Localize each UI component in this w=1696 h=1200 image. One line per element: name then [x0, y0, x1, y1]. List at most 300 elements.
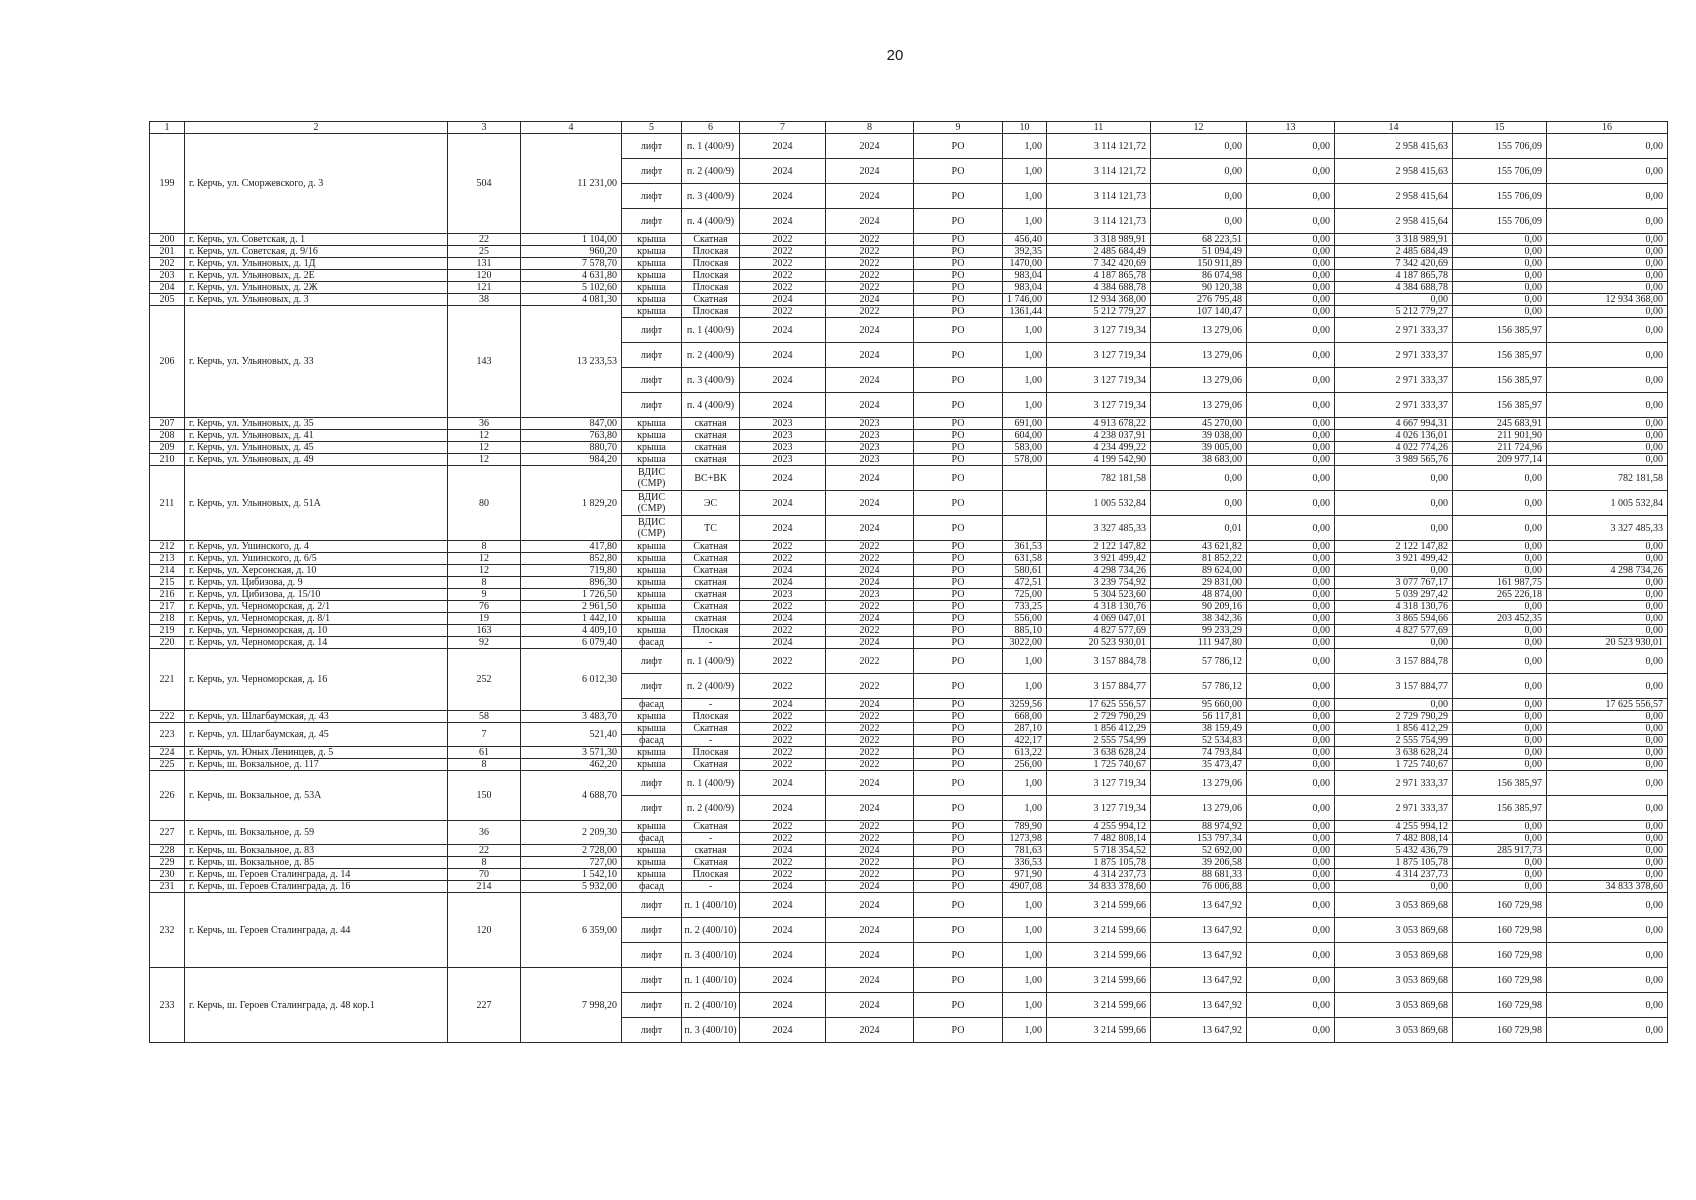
row-number: 230 — [150, 869, 185, 881]
cell-c8: 2023 — [826, 589, 914, 601]
cell-c9: РО — [914, 577, 1003, 589]
cell-c9: РО — [914, 674, 1003, 699]
cell-c8: 2024 — [826, 845, 914, 857]
cell-c5: крыша — [622, 869, 682, 881]
cell-c9: РО — [914, 943, 1003, 968]
cell-c16: 0,00 — [1547, 833, 1668, 845]
cell-c9: РО — [914, 1018, 1003, 1043]
cell-c16: 0,00 — [1547, 442, 1668, 454]
cell-c7: 2022 — [740, 246, 826, 258]
cell-c7: 2023 — [740, 418, 826, 430]
cell-c7: 2022 — [740, 306, 826, 318]
column-number: 11 — [1047, 122, 1151, 134]
cell-c14: 1 856 412,29 — [1335, 723, 1453, 735]
cell-c15: 0,00 — [1453, 821, 1547, 833]
cell-c10: 1,00 — [1003, 674, 1047, 699]
cell-c5: лифт — [622, 318, 682, 343]
cell-c16: 0,00 — [1547, 613, 1668, 625]
cell-c15: 155 706,09 — [1453, 159, 1547, 184]
cell-c13: 0,00 — [1247, 771, 1335, 796]
cell-c6: скатная — [682, 845, 740, 857]
area-cell: 6 079,40 — [521, 637, 622, 649]
cell-c11: 20 523 930,01 — [1047, 637, 1151, 649]
cell-c12: 51 094,49 — [1151, 246, 1247, 258]
cell-c6: - — [682, 881, 740, 893]
cell-c13: 0,00 — [1247, 711, 1335, 723]
cell-c5: крыша — [622, 282, 682, 294]
table-row — [150, 553, 1668, 565]
cell-c7: 2024 — [740, 466, 826, 491]
apartments-cell: 120 — [448, 893, 521, 968]
cell-c5: крыша — [622, 306, 682, 318]
cell-c8: 2024 — [826, 613, 914, 625]
area-cell: 763,80 — [521, 430, 622, 442]
cell-c16: 0,00 — [1547, 845, 1668, 857]
cell-c13: 0,00 — [1247, 735, 1335, 747]
cell-c9: РО — [914, 601, 1003, 613]
cell-c16: 17 625 556,57 — [1547, 699, 1668, 711]
apartments-cell: 12 — [448, 442, 521, 454]
cell-c5: крыша — [622, 430, 682, 442]
cell-c12: 56 117,81 — [1151, 711, 1247, 723]
cell-c15: 160 729,98 — [1453, 918, 1547, 943]
cell-c6: ТС — [682, 516, 740, 541]
area-cell: 1 829,20 — [521, 466, 622, 541]
cell-c5: крыша — [622, 270, 682, 282]
cell-c14: 3 921 499,42 — [1335, 553, 1453, 565]
area-cell: 2 961,50 — [521, 601, 622, 613]
area-cell: 1 726,50 — [521, 589, 622, 601]
cell-c13: 0,00 — [1247, 306, 1335, 318]
cell-c5: крыша — [622, 723, 682, 735]
row-number: 216 — [150, 589, 185, 601]
address-cell: г. Керчь, ул. Черноморская, д. 2/1 — [185, 601, 448, 613]
cell-c10: 1273,98 — [1003, 833, 1047, 845]
cell-c14: 2 971 333,37 — [1335, 771, 1453, 796]
cell-c16: 0,00 — [1547, 318, 1668, 343]
cell-c5: крыша — [622, 821, 682, 833]
cell-c6: - — [682, 735, 740, 747]
cell-c13: 0,00 — [1247, 821, 1335, 833]
cell-c15: 0,00 — [1453, 491, 1547, 516]
cell-c8: 2024 — [826, 134, 914, 159]
cell-c5: крыша — [622, 711, 682, 723]
cell-c11: 1 875 105,78 — [1047, 857, 1151, 869]
cell-c8: 2022 — [826, 553, 914, 565]
cell-c11: 12 934 368,00 — [1047, 294, 1151, 306]
cell-c8: 2022 — [826, 282, 914, 294]
cell-c14: 0,00 — [1335, 637, 1453, 649]
cell-c10: 287,10 — [1003, 723, 1047, 735]
register-body — [150, 122, 1668, 1043]
cell-c10: 578,00 — [1003, 454, 1047, 466]
cell-c13: 0,00 — [1247, 282, 1335, 294]
cell-c14: 2 555 754,99 — [1335, 735, 1453, 747]
cell-c8: 2022 — [826, 857, 914, 869]
cell-c5: крыша — [622, 442, 682, 454]
cell-c16: 0,00 — [1547, 393, 1668, 418]
cell-c14: 0,00 — [1335, 699, 1453, 711]
cell-c6: п. 3 (400/9) — [682, 368, 740, 393]
cell-c13: 0,00 — [1247, 601, 1335, 613]
cell-c7: 2024 — [740, 637, 826, 649]
table-row — [150, 613, 1668, 625]
cell-c13: 0,00 — [1247, 723, 1335, 735]
column-number: 2 — [185, 122, 448, 134]
cell-c12: 150 911,89 — [1151, 258, 1247, 270]
cell-c5: лифт — [622, 918, 682, 943]
cell-c6: Скатная — [682, 723, 740, 735]
cell-c16: 1 005 532,84 — [1547, 491, 1668, 516]
address-cell: г. Керчь, ул. Херсонская, д. 10 — [185, 565, 448, 577]
row-number: 214 — [150, 565, 185, 577]
cell-c12: 38 683,00 — [1151, 454, 1247, 466]
cell-c13: 0,00 — [1247, 393, 1335, 418]
cell-c16: 0,00 — [1547, 649, 1668, 674]
cell-c13: 0,00 — [1247, 881, 1335, 893]
cell-c8: 2022 — [826, 601, 914, 613]
cell-c16: 0,00 — [1547, 159, 1668, 184]
cell-c8: 2022 — [826, 270, 914, 282]
cell-c13: 0,00 — [1247, 368, 1335, 393]
cell-c9: РО — [914, 454, 1003, 466]
cell-c11: 4 314 237,73 — [1047, 869, 1151, 881]
cell-c5: ВДИС (СМР) — [622, 516, 682, 541]
table-row — [150, 649, 1668, 674]
cell-c10: 1,00 — [1003, 893, 1047, 918]
cell-c12: 0,00 — [1151, 184, 1247, 209]
cell-c13: 0,00 — [1247, 943, 1335, 968]
cell-c13: 0,00 — [1247, 993, 1335, 1018]
cell-c12: 13 279,06 — [1151, 318, 1247, 343]
cell-c10: 580,61 — [1003, 565, 1047, 577]
apartments-cell: 252 — [448, 649, 521, 711]
cell-c11: 3 921 499,42 — [1047, 553, 1151, 565]
cell-c14: 2 958 415,64 — [1335, 184, 1453, 209]
cell-c8: 2022 — [826, 735, 914, 747]
cell-c15: 0,00 — [1453, 747, 1547, 759]
cell-c7: 2024 — [740, 565, 826, 577]
cell-c15: 0,00 — [1453, 306, 1547, 318]
cell-c11: 3 127 719,34 — [1047, 393, 1151, 418]
cell-c12: 89 624,00 — [1151, 565, 1247, 577]
cell-c12: 90 120,38 — [1151, 282, 1247, 294]
address-cell: г. Керчь, ул. Ульяновых, д. 1Д — [185, 258, 448, 270]
cell-c13: 0,00 — [1247, 565, 1335, 577]
cell-c9: РО — [914, 723, 1003, 735]
apartments-cell: 7 — [448, 723, 521, 747]
cell-c9: РО — [914, 466, 1003, 491]
cell-c14: 4 667 994,31 — [1335, 418, 1453, 430]
cell-c8: 2024 — [826, 771, 914, 796]
cell-c7: 2023 — [740, 589, 826, 601]
address-cell: г. Керчь, ш. Героев Сталинграда, д. 44 — [185, 893, 448, 968]
cell-c9: РО — [914, 258, 1003, 270]
cell-c14: 3 638 628,24 — [1335, 747, 1453, 759]
cell-c16: 0,00 — [1547, 270, 1668, 282]
table-row — [150, 246, 1668, 258]
area-cell: 719,80 — [521, 565, 622, 577]
row-number: 233 — [150, 968, 185, 1043]
cell-c12: 52 692,00 — [1151, 845, 1247, 857]
area-cell: 5 102,60 — [521, 282, 622, 294]
apartments-cell: 12 — [448, 553, 521, 565]
cell-c5: крыша — [622, 418, 682, 430]
cell-c14: 7 342 420,69 — [1335, 258, 1453, 270]
apartments-cell: 58 — [448, 711, 521, 723]
area-cell: 11 231,00 — [521, 134, 622, 234]
column-number: 13 — [1247, 122, 1335, 134]
cell-c7: 2024 — [740, 796, 826, 821]
cell-c15: 0,00 — [1453, 649, 1547, 674]
address-cell: г. Керчь, ул. Юных Ленинцев, д. 5 — [185, 747, 448, 759]
cell-c8: 2022 — [826, 234, 914, 246]
cell-c12: 13 647,92 — [1151, 893, 1247, 918]
cell-c8: 2022 — [826, 869, 914, 881]
cell-c9: РО — [914, 159, 1003, 184]
cell-c7: 2022 — [740, 553, 826, 565]
cell-c5: крыша — [622, 747, 682, 759]
cell-c6: Скатная — [682, 294, 740, 306]
cell-c15: 0,00 — [1453, 258, 1547, 270]
cell-c10: 1,00 — [1003, 1018, 1047, 1043]
cell-c5: лифт — [622, 943, 682, 968]
cell-c15: 265 226,18 — [1453, 589, 1547, 601]
cell-c9: РО — [914, 711, 1003, 723]
cell-c12: 43 621,82 — [1151, 541, 1247, 553]
cell-c6: скатная — [682, 418, 740, 430]
cell-c9: РО — [914, 565, 1003, 577]
cell-c7: 2023 — [740, 454, 826, 466]
cell-c7: 2022 — [740, 869, 826, 881]
cell-c5: лифт — [622, 649, 682, 674]
cell-c14: 3 318 989,91 — [1335, 234, 1453, 246]
cell-c12: 57 786,12 — [1151, 674, 1247, 699]
table-row — [150, 282, 1668, 294]
cell-c5: лифт — [622, 184, 682, 209]
address-cell: г. Керчь, ул. Ушинского, д. 4 — [185, 541, 448, 553]
cell-c10: 1,00 — [1003, 368, 1047, 393]
cell-c6: п. 2 (400/9) — [682, 159, 740, 184]
cell-c11: 3 114 121,72 — [1047, 134, 1151, 159]
area-cell: 7 578,70 — [521, 258, 622, 270]
cell-c16: 0,00 — [1547, 234, 1668, 246]
cell-c11: 3 127 719,34 — [1047, 796, 1151, 821]
cell-c15: 0,00 — [1453, 699, 1547, 711]
cell-c15: 0,00 — [1453, 869, 1547, 881]
cell-c6: п. 3 (400/9) — [682, 184, 740, 209]
cell-c16: 0,00 — [1547, 577, 1668, 589]
cell-c10: 1,00 — [1003, 134, 1047, 159]
cell-c16: 0,00 — [1547, 184, 1668, 209]
cell-c5: крыша — [622, 759, 682, 771]
cell-c6: Плоская — [682, 258, 740, 270]
cell-c16: 0,00 — [1547, 918, 1668, 943]
cell-c13: 0,00 — [1247, 1018, 1335, 1043]
area-cell: 1 104,00 — [521, 234, 622, 246]
cell-c8: 2024 — [826, 393, 914, 418]
cell-c7: 2024 — [740, 134, 826, 159]
cell-c13: 0,00 — [1247, 343, 1335, 368]
apartments-cell: 36 — [448, 418, 521, 430]
cell-c12: 90 209,16 — [1151, 601, 1247, 613]
apartments-cell: 22 — [448, 234, 521, 246]
cell-c15: 0,00 — [1453, 234, 1547, 246]
cell-c12: 99 233,29 — [1151, 625, 1247, 637]
cell-c5: лифт — [622, 368, 682, 393]
cell-c7: 2024 — [740, 699, 826, 711]
table-row — [150, 270, 1668, 282]
cell-c14: 2 122 147,82 — [1335, 541, 1453, 553]
cell-c11: 34 833 378,60 — [1047, 881, 1151, 893]
cell-c15: 160 729,98 — [1453, 1018, 1547, 1043]
cell-c13: 0,00 — [1247, 625, 1335, 637]
cell-c13: 0,00 — [1247, 159, 1335, 184]
area-cell: 896,30 — [521, 577, 622, 589]
cell-c5: крыша — [622, 589, 682, 601]
cell-c12: 88 974,92 — [1151, 821, 1247, 833]
cell-c11: 3 214 599,66 — [1047, 918, 1151, 943]
apartments-cell: 121 — [448, 282, 521, 294]
cell-c16: 0,00 — [1547, 821, 1668, 833]
cell-c6: Скатная — [682, 565, 740, 577]
cell-c16: 0,00 — [1547, 723, 1668, 735]
cell-c7: 2024 — [740, 393, 826, 418]
cell-c6: ЭС — [682, 491, 740, 516]
address-cell: г. Керчь, ул. Советская, д. 1 — [185, 234, 448, 246]
cell-c10: 556,00 — [1003, 613, 1047, 625]
cell-c12: 0,00 — [1151, 134, 1247, 159]
cell-c12: 111 947,80 — [1151, 637, 1247, 649]
cell-c16: 0,00 — [1547, 796, 1668, 821]
cell-c15: 160 729,98 — [1453, 993, 1547, 1018]
cell-c16: 0,00 — [1547, 541, 1668, 553]
cell-c8: 2024 — [826, 368, 914, 393]
row-number: 231 — [150, 881, 185, 893]
cell-c15: 0,00 — [1453, 637, 1547, 649]
cell-c12: 48 874,00 — [1151, 589, 1247, 601]
cell-c14: 4 827 577,69 — [1335, 625, 1453, 637]
table-row — [150, 893, 1668, 918]
cell-c13: 0,00 — [1247, 759, 1335, 771]
cell-c14: 2 971 333,37 — [1335, 318, 1453, 343]
cell-c11: 2 485 684,49 — [1047, 246, 1151, 258]
address-cell: г. Керчь, ш. Героев Сталинграда, д. 16 — [185, 881, 448, 893]
cell-c9: РО — [914, 821, 1003, 833]
cell-c15: 155 706,09 — [1453, 209, 1547, 234]
apartments-cell: 227 — [448, 968, 521, 1043]
cell-c14: 3 157 884,77 — [1335, 674, 1453, 699]
address-cell: г. Керчь, ул. Ульяновых, д. 45 — [185, 442, 448, 454]
cell-c14: 4 384 688,78 — [1335, 282, 1453, 294]
cell-c5: лифт — [622, 159, 682, 184]
cell-c12: 95 660,00 — [1151, 699, 1247, 711]
cell-c12: 107 140,47 — [1151, 306, 1247, 318]
cell-c11: 5 304 523,60 — [1047, 589, 1151, 601]
cell-c13: 0,00 — [1247, 674, 1335, 699]
column-number: 3 — [448, 122, 521, 134]
cell-c13: 0,00 — [1247, 589, 1335, 601]
row-number: 221 — [150, 649, 185, 711]
cell-c15: 0,00 — [1453, 541, 1547, 553]
table-row — [150, 541, 1668, 553]
cell-c5: крыша — [622, 246, 682, 258]
cell-c7: 2022 — [740, 711, 826, 723]
cell-c11: 3 214 599,66 — [1047, 993, 1151, 1018]
cell-c15: 203 452,35 — [1453, 613, 1547, 625]
row-number: 206 — [150, 306, 185, 418]
cell-c6: Плоская — [682, 625, 740, 637]
cell-c10: 1,00 — [1003, 771, 1047, 796]
cell-c9: РО — [914, 869, 1003, 881]
cell-c16: 0,00 — [1547, 674, 1668, 699]
column-number: 1 — [150, 122, 185, 134]
address-cell: г. Керчь, ул. Ушинского, д. 6/5 — [185, 553, 448, 565]
cell-c6: Плоская — [682, 282, 740, 294]
row-number: 200 — [150, 234, 185, 246]
cell-c16: 0,00 — [1547, 306, 1668, 318]
row-number: 199 — [150, 134, 185, 234]
cell-c11: 3 157 884,77 — [1047, 674, 1151, 699]
area-cell: 1 542,10 — [521, 869, 622, 881]
cell-c9: РО — [914, 282, 1003, 294]
apartments-cell: 8 — [448, 759, 521, 771]
address-cell: г. Керчь, ш. Вокзальное, д. 85 — [185, 857, 448, 869]
cell-c8: 2022 — [826, 625, 914, 637]
cell-c16: 0,00 — [1547, 430, 1668, 442]
cell-c8: 2024 — [826, 893, 914, 918]
cell-c12: 39 206,58 — [1151, 857, 1247, 869]
cell-c14: 2 729 790,29 — [1335, 711, 1453, 723]
cell-c15: 156 385,97 — [1453, 796, 1547, 821]
table-row — [150, 968, 1668, 993]
cell-c5: лифт — [622, 993, 682, 1018]
cell-c10: 583,00 — [1003, 442, 1047, 454]
cell-c9: РО — [914, 893, 1003, 918]
cell-c15: 161 987,75 — [1453, 577, 1547, 589]
table-row — [150, 454, 1668, 466]
apartments-cell: 150 — [448, 771, 521, 821]
cell-c9: РО — [914, 771, 1003, 796]
cell-c14: 5 039 297,42 — [1335, 589, 1453, 601]
cell-c10: 256,00 — [1003, 759, 1047, 771]
cell-c10: 3022,00 — [1003, 637, 1047, 649]
cell-c14: 4 026 136,01 — [1335, 430, 1453, 442]
cell-c9: РО — [914, 993, 1003, 1018]
cell-c6: - — [682, 637, 740, 649]
row-number: 218 — [150, 613, 185, 625]
cell-c6: п. 2 (400/9) — [682, 343, 740, 368]
cell-c13: 0,00 — [1247, 845, 1335, 857]
cell-c7: 2024 — [740, 993, 826, 1018]
cell-c11: 4 384 688,78 — [1047, 282, 1151, 294]
apartments-cell: 504 — [448, 134, 521, 234]
cell-c7: 2022 — [740, 857, 826, 869]
cell-c7: 2022 — [740, 649, 826, 674]
cell-c10: 885,10 — [1003, 625, 1047, 637]
cell-c11: 4 913 678,22 — [1047, 418, 1151, 430]
table-row — [150, 759, 1668, 771]
row-number: 202 — [150, 258, 185, 270]
cell-c6: п. 4 (400/9) — [682, 393, 740, 418]
address-cell: г. Керчь, ул. Ульяновых, д. 2Е — [185, 270, 448, 282]
cell-c8: 2024 — [826, 565, 914, 577]
cell-c14: 2 971 333,37 — [1335, 796, 1453, 821]
cell-c7: 2022 — [740, 601, 826, 613]
cell-c14: 2 971 333,37 — [1335, 393, 1453, 418]
cell-c14: 2 485 684,49 — [1335, 246, 1453, 258]
cell-c5: крыша — [622, 565, 682, 577]
